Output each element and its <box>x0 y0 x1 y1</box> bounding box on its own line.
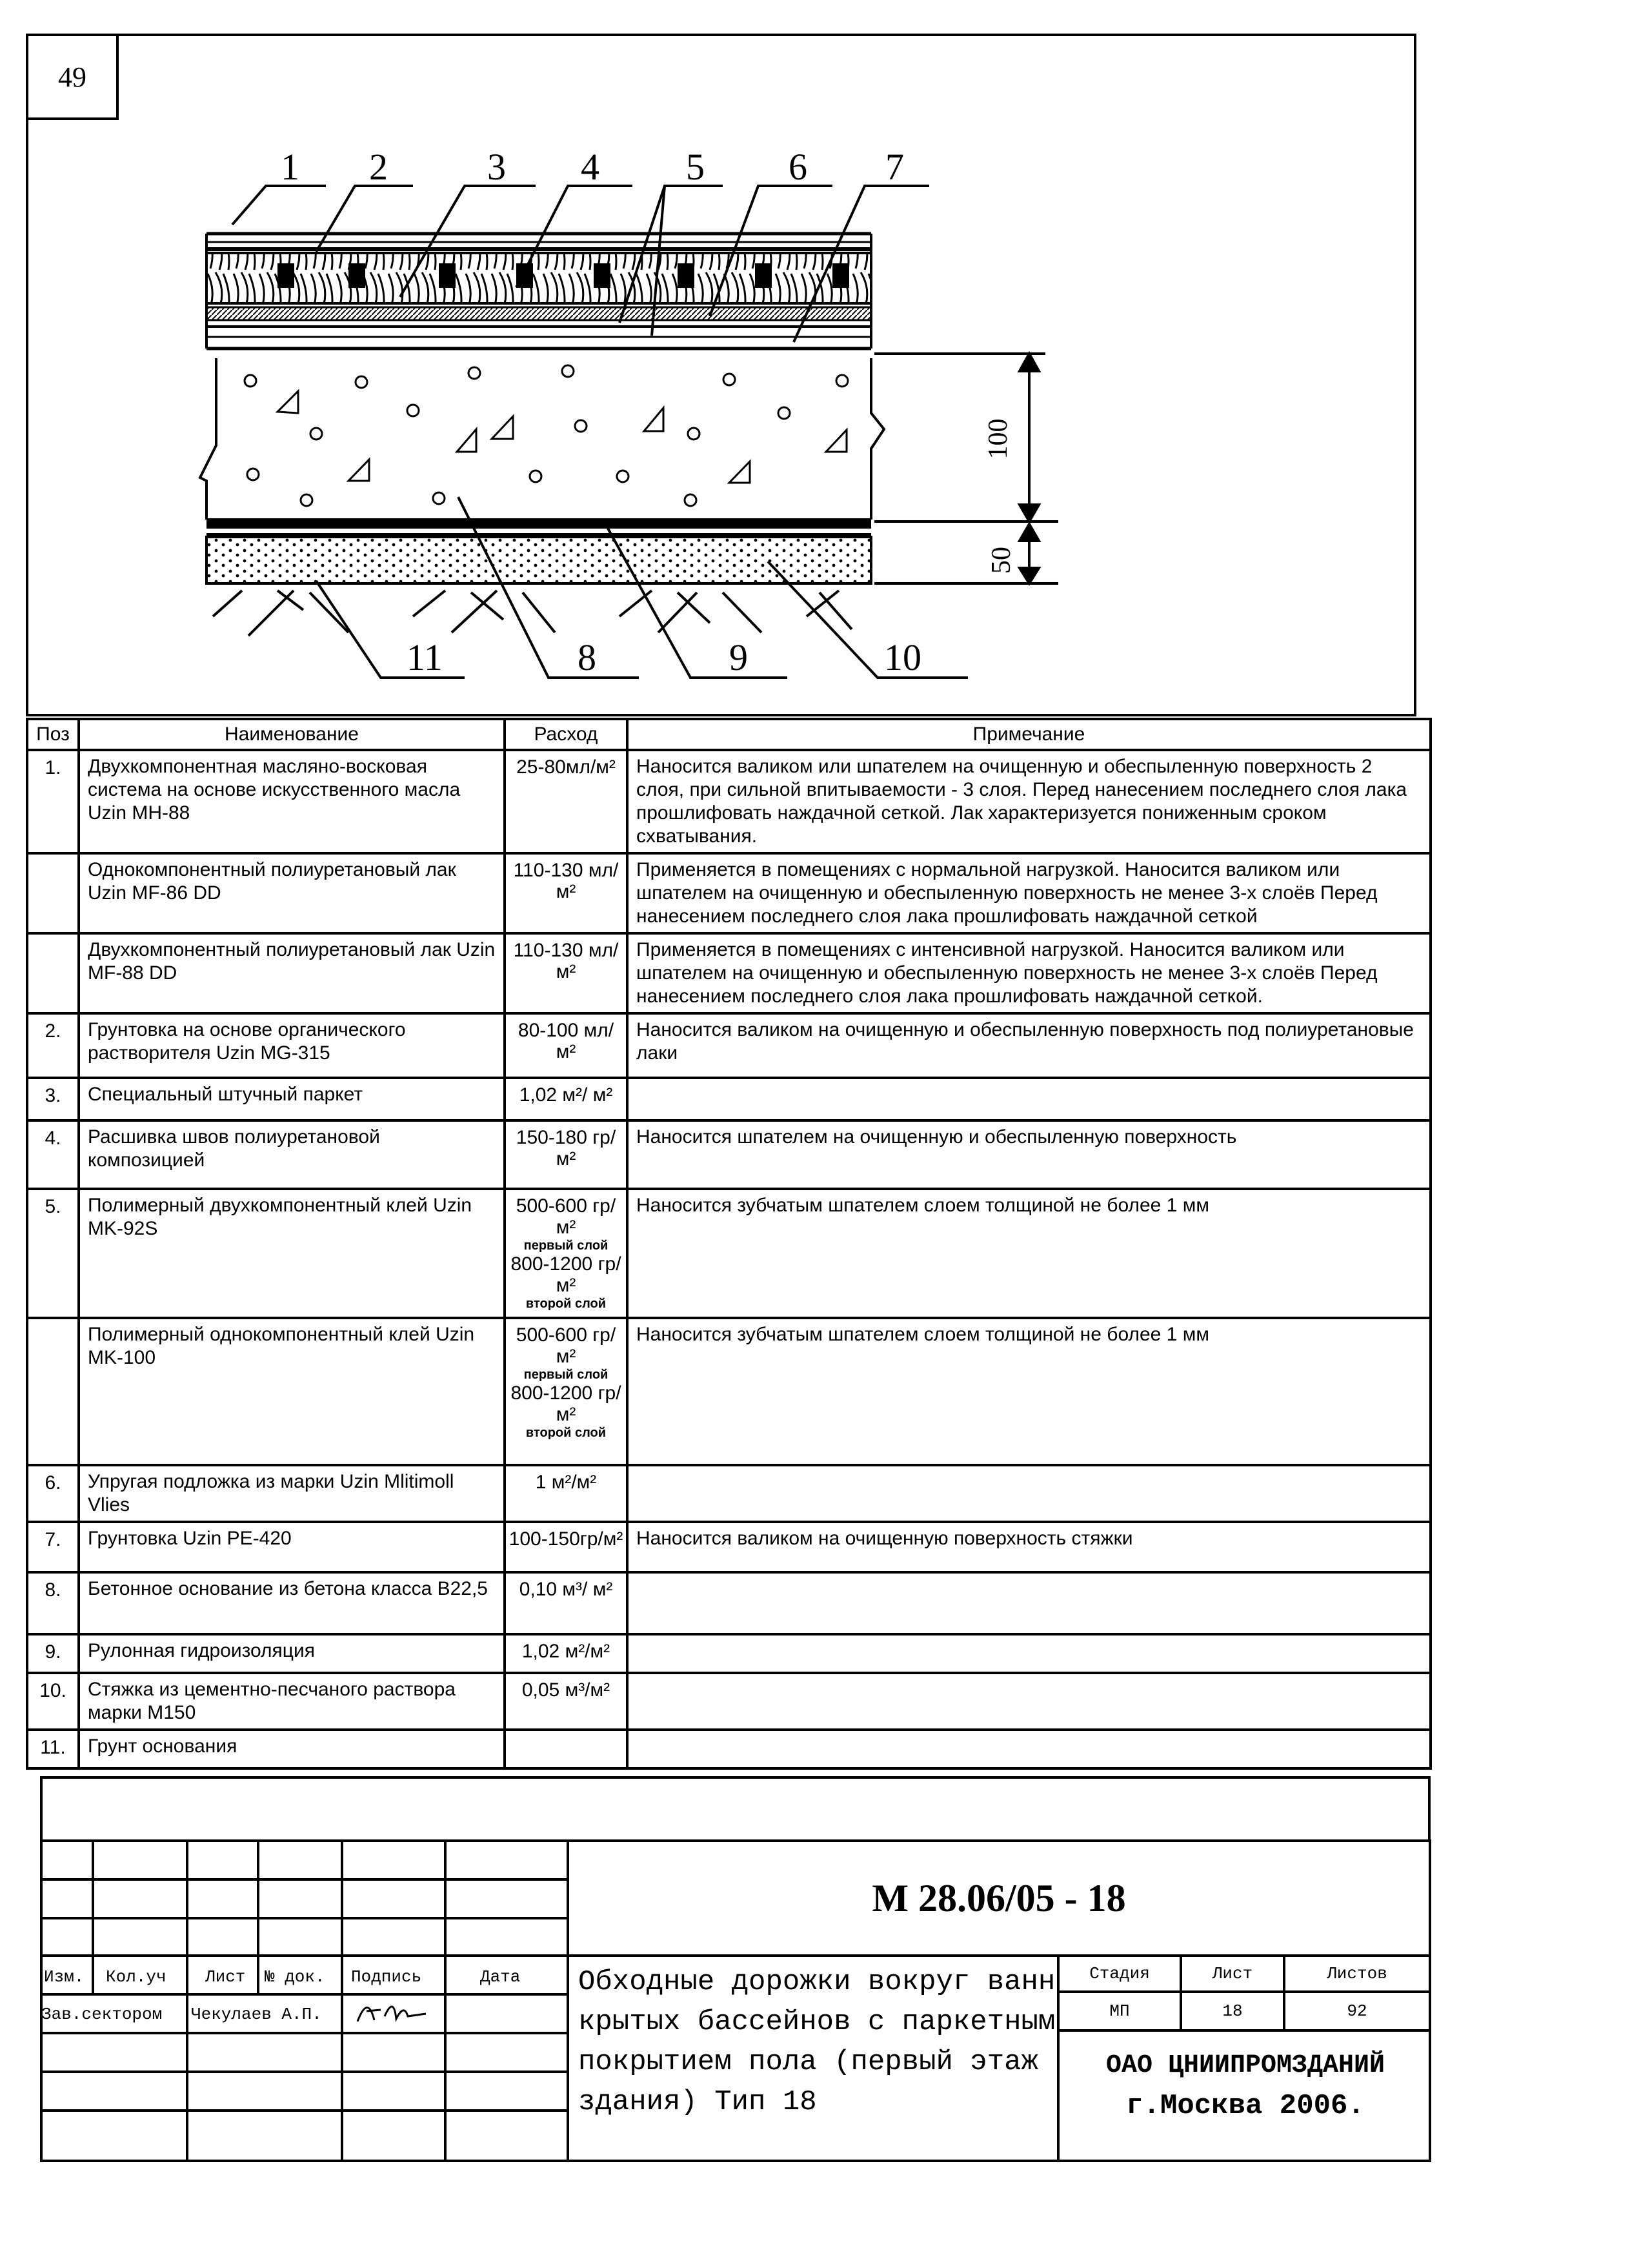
row-rate-group <box>505 1189 627 1318</box>
row-pos: 1. <box>27 750 79 853</box>
row-pos: 4. <box>27 1120 79 1189</box>
callout-6: 6 <box>789 146 807 188</box>
label-izm: Изм. <box>44 1967 85 1987</box>
callout-9: 9 <box>729 636 748 678</box>
dimension-lines <box>874 354 1058 583</box>
row-rate <box>505 1730 627 1768</box>
table-row <box>27 853 1431 933</box>
table-row <box>27 1730 1431 1768</box>
sheet-value: 18 <box>1222 2001 1243 2021</box>
row-name: Полимерный двухкомпонентный клей Uzin MK-92S <box>79 1189 505 1318</box>
organization-name: ОАО ЦНИИПРОМЗДАНИЙ <box>1105 2051 1385 2080</box>
row-pos: 10. <box>27 1673 79 1730</box>
specification-table <box>26 718 1432 1770</box>
row-name: Специальный штучный паркет <box>79 1078 505 1120</box>
row-rate: 110-130 мл/м² <box>505 853 627 933</box>
row-rate: 100-150гр/м² <box>505 1522 627 1572</box>
row-rate-2: 800-1200 гр/м² <box>510 1253 621 1296</box>
row-rate: 25-80мл/м² <box>505 750 627 853</box>
row-pos: 6. <box>27 1465 79 1522</box>
sheets-value: 92 <box>1347 2001 1367 2021</box>
screed-layer <box>206 537 871 583</box>
title-block-spacer <box>40 1776 1431 1841</box>
row-rate-group <box>505 1318 627 1465</box>
row-note <box>627 1730 1431 1768</box>
row-pos: 8. <box>27 1572 79 1634</box>
row-pos <box>27 933 79 1013</box>
concrete-layer <box>200 358 884 520</box>
table-header-row <box>27 719 1431 750</box>
row-name: Грунтовка на основе органического растворителя Uzin MG-315 <box>79 1013 505 1078</box>
person-name: Чекулаев А.П. <box>191 2005 322 2024</box>
stage-label: Стадия <box>1089 1964 1150 1983</box>
row-note: Наносится валиком или шпателем на очищенную и обеспыленную поверхность 2 слоя, при сильной впитываемости - 3 слоя. Перед нанесением последнего слоя лака прошлифовать наждачной сеткой. Лак характеризуется пониженным сроком схватывания. <box>627 750 1431 853</box>
row-name: Грунт основания <box>79 1730 505 1768</box>
city-year: г.Москва 2006. <box>1126 2090 1365 2122</box>
row-name: Полимерный однокомпонентный клей Uzin MK-100 <box>79 1318 505 1465</box>
stage-value: МП <box>1109 2001 1130 2021</box>
table-row <box>27 1078 1431 1120</box>
table-row <box>27 1189 1431 1318</box>
row-note: Применяется в помещениях с нормальной нагрузкой. Наносится валиком или шпателем на очищенную и обеспыленную поверхность не менее 3-х слоёв Перед нанесением последнего слоя лака прошлифовать наждачной сеткой <box>627 853 1431 933</box>
row-rate: 0,10 м³/ м² <box>505 1572 627 1634</box>
row-pos: 3. <box>27 1078 79 1120</box>
callout-5: 5 <box>686 146 705 188</box>
row-pos: 7. <box>27 1522 79 1572</box>
dim-concrete-label: 100 <box>983 418 1013 460</box>
label-kol-uch: Кол.уч <box>106 1967 166 1987</box>
dim-screed-label: 50 <box>987 547 1016 574</box>
document-code: М 28.06/05 - 18 <box>872 1876 1126 1919</box>
row-name: Бетонное основание из бетона класса B22,5 <box>79 1572 505 1634</box>
row-pos: 5. <box>27 1189 79 1318</box>
row-note <box>627 1465 1431 1522</box>
row-note: Наносится шпателем на очищенную и обеспыленную поверхность <box>627 1120 1431 1189</box>
row-rate: 500-600 гр/м² <box>516 1324 616 1367</box>
callout-8: 8 <box>578 636 596 678</box>
callout-1: 1 <box>281 146 299 188</box>
row-note <box>627 1634 1431 1673</box>
header-pos: Поз <box>27 719 79 750</box>
signature-mark <box>348 1990 439 2029</box>
row-pos: 11. <box>27 1730 79 1768</box>
row-note: Применяется в помещениях с интенсивной нагрузкой. Наносится валиком или шпателем на очищенную и обеспыленную поверхность не менее 3-х слоёв Перед нанесением последнего слоя лака прошлифовать наждачной сеткой. <box>627 933 1431 1013</box>
title-block-col-labels <box>41 1957 568 1994</box>
label-date: Дата <box>480 1967 521 1987</box>
table-row <box>27 1465 1431 1522</box>
table-row <box>27 750 1431 853</box>
sheets-label: Листов <box>1327 1964 1387 1983</box>
row-rate: 1 м²/м² <box>505 1465 627 1522</box>
row-rate: 150-180 гр/м² <box>505 1120 627 1189</box>
callout-3: 3 <box>487 146 506 188</box>
ground-hatching <box>213 591 852 636</box>
callout-numbers-top <box>281 146 904 188</box>
row-pos <box>27 1318 79 1465</box>
row-rate-note-2: второй слой <box>525 1297 607 1311</box>
row-pos <box>27 853 79 933</box>
table-row <box>27 1013 1431 1078</box>
row-name: Однокомпонентный полиуретановый лак Uzin MF-86 DD <box>79 853 505 933</box>
floor-layers <box>206 234 871 349</box>
row-note: Наносится зубчатым шпателем слоем толщиной не более 1 мм <box>627 1189 1431 1318</box>
row-rate: 80-100 мл/м² <box>505 1013 627 1078</box>
row-rate-2: 800-1200 гр/м² <box>510 1382 621 1425</box>
row-rate: 1,02 м²/ м² <box>505 1078 627 1120</box>
row-note: Наносится зубчатым шпателем слоем толщиной не более 1 мм <box>627 1318 1431 1465</box>
header-note: Примечание <box>627 719 1431 750</box>
row-rate: 110-130 мл/м² <box>505 933 627 1013</box>
table-row <box>27 1522 1431 1572</box>
row-note: Наносится валиком на очищенную поверхность стяжки <box>627 1522 1431 1572</box>
row-rate-note-2: второй слой <box>525 1426 607 1440</box>
row-note <box>627 1572 1431 1634</box>
label-doc-no: № док. <box>265 1967 325 1987</box>
row-rate-note: первый слой <box>523 1239 609 1253</box>
table-row <box>27 933 1431 1013</box>
row-note <box>627 1673 1431 1730</box>
row-name: Упругая подложка из марки Uzin Mlitimoll Vlies <box>79 1465 505 1522</box>
row-pos: 9. <box>27 1634 79 1673</box>
table-row <box>27 1318 1431 1465</box>
table-row <box>27 1120 1431 1189</box>
sheet-label: Лист <box>1212 1964 1253 1983</box>
floor-section-drawing <box>0 0 1650 716</box>
table-row <box>27 1673 1431 1730</box>
callout-7: 7 <box>885 146 904 188</box>
header-name: Наименование <box>79 719 505 750</box>
row-name: Рулонная гидроизоляция <box>79 1634 505 1673</box>
row-pos: 2. <box>27 1013 79 1078</box>
row-note: Наносится валиком на очищенную и обеспыленную поверхность под полиуретановые лаки <box>627 1013 1431 1078</box>
callout-11: 11 <box>407 636 443 678</box>
label-list: Лист <box>205 1967 246 1987</box>
callout-4: 4 <box>581 146 599 188</box>
row-rate-note: первый слой <box>523 1368 609 1382</box>
callout-2: 2 <box>369 146 388 188</box>
header-rate: Расход <box>505 719 627 750</box>
row-name: Стяжка из цементно-песчаного раствора марки М150 <box>79 1673 505 1730</box>
row-rate: 500-600 гр/м² <box>516 1195 616 1238</box>
row-rate: 1,02 м²/м² <box>505 1634 627 1673</box>
label-signature: Подпись <box>351 1967 422 1987</box>
row-name: Расшивка швов полиуретановой композицией <box>79 1120 505 1189</box>
row-name: Двухкомпонентный полиуретановый лак Uzin MF-88 DD <box>79 933 505 1013</box>
document-title: Обходные дорожки вокруг ванн крытых бассейнов с паркетным покрытием пола (первый этаж здания) Тип 18 <box>578 1966 1056 2118</box>
sheet-number: 49 <box>28 36 119 120</box>
table-row <box>27 1634 1431 1673</box>
waterproofing-layer <box>206 518 871 534</box>
row-name: Двухкомпонентная масляно-восковая система на основе искусственного масла Uzin MH-88 <box>79 750 505 853</box>
table-row <box>27 1572 1431 1634</box>
callout-10: 10 <box>884 636 921 678</box>
row-rate: 0,05 м³/м² <box>505 1673 627 1730</box>
row-name: Грунтовка Uzin PE-420 <box>79 1522 505 1572</box>
row-note <box>627 1078 1431 1120</box>
role-label: Зав.сектором <box>41 2005 163 2024</box>
